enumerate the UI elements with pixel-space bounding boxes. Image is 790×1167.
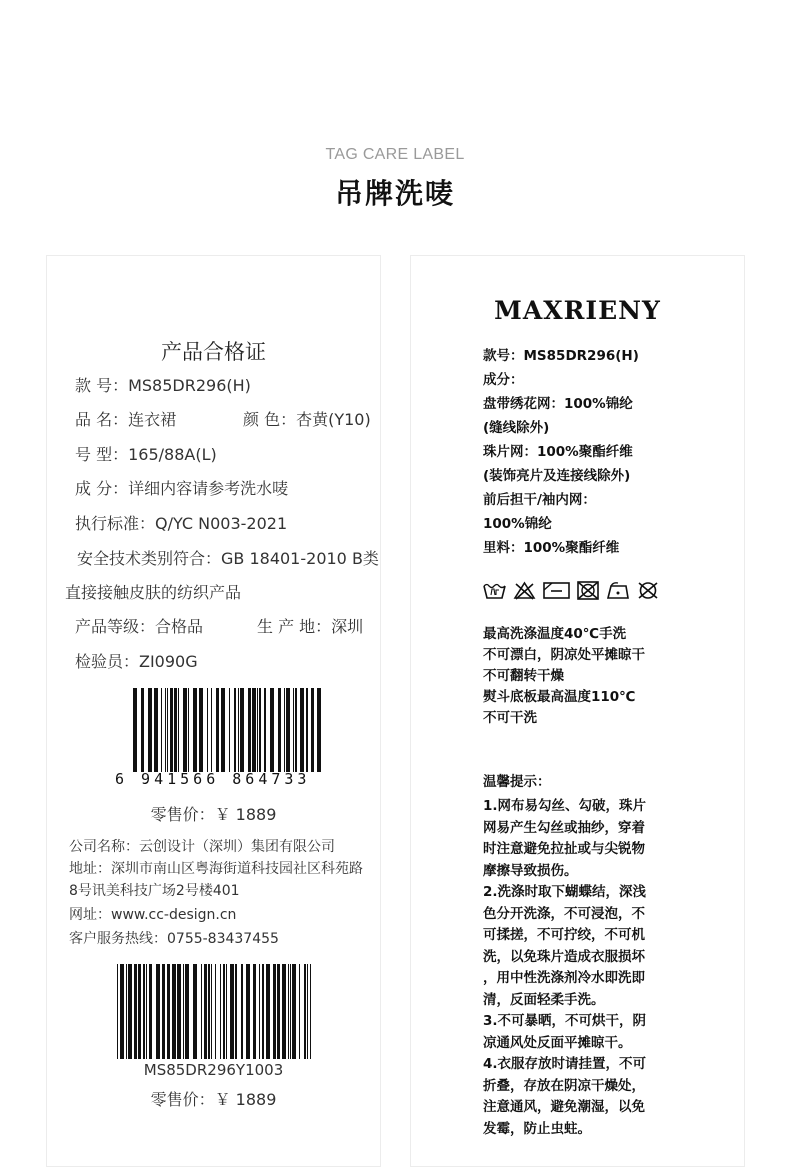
barcode-bar xyxy=(221,688,225,772)
company-address: 地址：深圳市南山区粤海街道科技园社区科苑路8号讯美科技广场2号楼401 xyxy=(69,861,363,899)
barcode-bar xyxy=(286,688,290,772)
composition-block xyxy=(483,344,668,560)
barcode-bar xyxy=(290,964,291,1059)
certificate-tag xyxy=(46,255,381,1167)
tips-block xyxy=(483,796,673,1140)
barcode-bar xyxy=(141,688,144,772)
barcode-bar xyxy=(165,688,166,772)
barcode-bar xyxy=(193,964,197,1059)
barcode-bar xyxy=(177,964,181,1059)
barcode-bar xyxy=(126,964,127,1059)
composition-line: (装饰亮片及连接线除外) xyxy=(483,468,631,484)
barcode-bar xyxy=(293,688,294,772)
barcode-bar xyxy=(143,964,145,1059)
customer-hotline: 客户服务热线：0755-83437455 xyxy=(69,931,279,947)
iron-low-temperature-icon xyxy=(606,581,630,600)
composition-line: 盘带绣花网：100%锦纶 xyxy=(483,396,633,412)
care-line: 不可漂白，阴凉处平摊晾干 xyxy=(483,647,645,663)
barcode-bar xyxy=(133,688,137,772)
hand-wash-40-icon xyxy=(483,581,506,600)
barcode-bar xyxy=(183,688,187,772)
care-line: 最高洗涤温度40℃手洗 xyxy=(483,626,627,642)
barcode-bar xyxy=(156,964,160,1059)
sku-barcode-number: MS85DR296Y1003 xyxy=(143,1061,284,1079)
retail-price: 零售价：￥ 1889 xyxy=(150,805,277,824)
composition-line: (缝线除外) xyxy=(483,420,550,436)
barcode-bar xyxy=(246,964,250,1059)
header-subtitle: TAG CARE LABEL xyxy=(325,146,465,163)
barcode-bar xyxy=(154,688,158,772)
sku-barcode xyxy=(115,964,313,1059)
tip-line: 凉通风处反面平摊晾干。 xyxy=(483,1034,632,1051)
barcode-bar xyxy=(259,688,261,772)
barcode-bar xyxy=(310,964,311,1059)
safety-category-line1: 安全技术类别符合：GB 18401-2010 B类 xyxy=(77,549,379,568)
barcode-bar xyxy=(174,688,177,772)
barcode-bar xyxy=(178,688,179,772)
barcode-bar xyxy=(128,964,132,1059)
safety-category-line2: 直接接触皮肤的纺织产品 xyxy=(65,583,242,602)
barcode-bar xyxy=(304,964,306,1059)
tip-line: 网易产生勾丝或抽纱，穿着 xyxy=(483,819,645,836)
barcode-bar xyxy=(199,688,203,772)
barcode-bar xyxy=(230,964,234,1059)
barcode-bar xyxy=(226,964,227,1059)
barcode-bar xyxy=(252,688,256,772)
page-title: 吊牌洗唛 xyxy=(334,177,455,210)
barcode-bar xyxy=(120,964,124,1059)
execution-standard: 执行标准：Q/YC N003-2021 xyxy=(75,514,288,533)
do-not-dry-clean-icon xyxy=(637,581,659,600)
barcode-bar xyxy=(188,688,189,772)
certificate-title: 产品合格证 xyxy=(161,340,266,364)
product-color: 颜 色：杏黄(Y10) xyxy=(243,410,371,429)
company-name: 公司名称：云创设计（深圳）集团有限公司 xyxy=(69,839,335,855)
barcode-bar xyxy=(262,964,264,1059)
do-not-tumble-dry-icon xyxy=(577,581,599,600)
barcode-bar xyxy=(220,964,221,1059)
barcode-bar xyxy=(253,964,256,1059)
barcode-bar xyxy=(284,688,285,772)
tip-line: 4.衣服存放时请挂置，不可 xyxy=(483,1056,647,1072)
barcode-bar xyxy=(306,688,308,772)
inspector: 检验员：ZI090G xyxy=(75,652,198,671)
tips-title: 温馨提示： xyxy=(483,774,551,790)
care-label xyxy=(410,255,745,1167)
dry-flat-in-shade-icon xyxy=(543,581,570,600)
barcode-bar xyxy=(273,964,276,1059)
barcode-bar xyxy=(138,964,141,1059)
barcode-bar xyxy=(295,688,297,772)
care-line: 不可翻转干燥 xyxy=(483,668,564,684)
barcode-bar xyxy=(183,964,184,1059)
barcode-bar xyxy=(170,688,173,772)
barcode-bar xyxy=(241,964,243,1059)
tip-line: 摩擦导致损伤。 xyxy=(483,862,578,879)
composition-line: 100%锦纶 xyxy=(483,516,552,532)
tip-line: 发霉，防止虫蛀。 xyxy=(483,1120,591,1137)
tip-line: ，用中性洗涤剂冷水即洗即 xyxy=(483,970,645,986)
barcode-bar xyxy=(259,964,260,1059)
barcode-bar xyxy=(215,964,216,1059)
composition-line: 前后担干/袖内网： xyxy=(483,492,596,508)
barcode-bar xyxy=(162,964,165,1059)
barcode-bar xyxy=(300,688,304,772)
care-line: 熨斗底板最高温度110℃ xyxy=(483,689,636,705)
ean-barcode-number: 6 941566 864733 xyxy=(115,770,311,788)
barcode-bar xyxy=(234,688,236,772)
barcode-bar xyxy=(167,964,170,1059)
retail-price-bottom: 零售价：￥ 1889 xyxy=(150,1090,277,1109)
barcode-bar xyxy=(238,688,239,772)
barcode-bar xyxy=(229,688,230,772)
composition-line: 款号：MS85DR296(H) xyxy=(483,348,639,364)
barcode-bar xyxy=(235,964,237,1059)
tip-line: 可揉搓，不可拧绞，不可机 xyxy=(483,927,645,943)
barcode-bar xyxy=(248,688,251,772)
tip-line: 折叠，存放在阴凉干燥处， xyxy=(483,1077,645,1094)
composition-line: 里料：100%聚酯纤维 xyxy=(483,540,620,556)
barcode-bar xyxy=(185,964,189,1059)
barcode-bar xyxy=(277,964,280,1059)
tip-line: 3.不可暴晒，不可烘干，阴 xyxy=(483,1013,647,1029)
barcode-bar xyxy=(311,688,314,772)
tip-line: 时注意避免拉扯或与尖锐物 xyxy=(483,841,645,857)
barcode-bar xyxy=(207,688,208,772)
product-origin: 生 产 地：深圳 xyxy=(257,617,364,636)
tip-line: 洗，以免珠片造成衣服损坏 xyxy=(483,948,645,965)
product-size: 号 型：165/88A(L) xyxy=(75,445,217,464)
do-not-bleach-icon xyxy=(513,581,536,600)
barcode-bar xyxy=(134,964,137,1059)
care-symbols xyxy=(483,581,659,600)
barcode-bar xyxy=(161,688,162,772)
tip-line: 注意通风，避免潮湿，以免 xyxy=(483,1099,645,1115)
barcode-bar xyxy=(266,964,270,1059)
barcode-bar xyxy=(292,964,296,1059)
barcode-bar xyxy=(240,688,244,772)
barcode-bar xyxy=(149,964,152,1059)
barcode-bar xyxy=(317,688,321,772)
product-name: 品 名：连衣裙 xyxy=(75,410,177,429)
barcode-bar xyxy=(211,688,212,772)
barcode-bar xyxy=(216,688,219,772)
company-website: 网址：www.cc-design.cn xyxy=(69,907,237,923)
tip-line: 清，反面轻柔手洗。 xyxy=(483,991,605,1008)
barcode-bar xyxy=(208,964,210,1059)
tip-line: 2.洗涤时取下蝴蝶结，深浅 xyxy=(483,884,647,900)
barcode-bar xyxy=(257,688,258,772)
barcode-bar xyxy=(282,964,286,1059)
barcode-bar xyxy=(288,964,289,1059)
barcode-bar xyxy=(193,688,197,772)
barcode-bar xyxy=(148,688,152,772)
barcode-bar xyxy=(278,688,281,772)
barcode-bar xyxy=(204,964,207,1059)
barcode-bar xyxy=(307,964,308,1059)
barcode-bar xyxy=(270,688,274,772)
care-line: 不可干洗 xyxy=(483,710,537,726)
barcode-bar xyxy=(117,964,118,1059)
barcode-bar xyxy=(223,964,225,1059)
barcode-bar xyxy=(172,964,176,1059)
barcode-bar xyxy=(211,964,212,1059)
barcode-bar xyxy=(146,964,147,1059)
ean-barcode xyxy=(131,688,323,772)
composition-line: 成分： xyxy=(483,372,524,388)
tip-line: 色分开洗涤，不可浸泡，不 xyxy=(483,905,645,922)
tip-line: 1.网布易勾丝、勾破，珠片 xyxy=(483,798,647,814)
barcode-bar xyxy=(299,964,300,1059)
care-instructions xyxy=(483,624,683,729)
composition-line: 珠片网：100%聚酯纤维 xyxy=(483,444,633,460)
barcode-bar xyxy=(167,688,168,772)
style-number: 款 号：MS85DR296(H) xyxy=(75,376,251,395)
brand-logo: MAXRIENY xyxy=(494,296,661,325)
barcode-bar xyxy=(201,964,202,1059)
barcode-bar xyxy=(264,688,266,772)
product-grade: 产品等级：合格品 xyxy=(75,617,204,636)
product-composition: 成 分：详细内容请参考洗水唛 xyxy=(75,479,289,498)
